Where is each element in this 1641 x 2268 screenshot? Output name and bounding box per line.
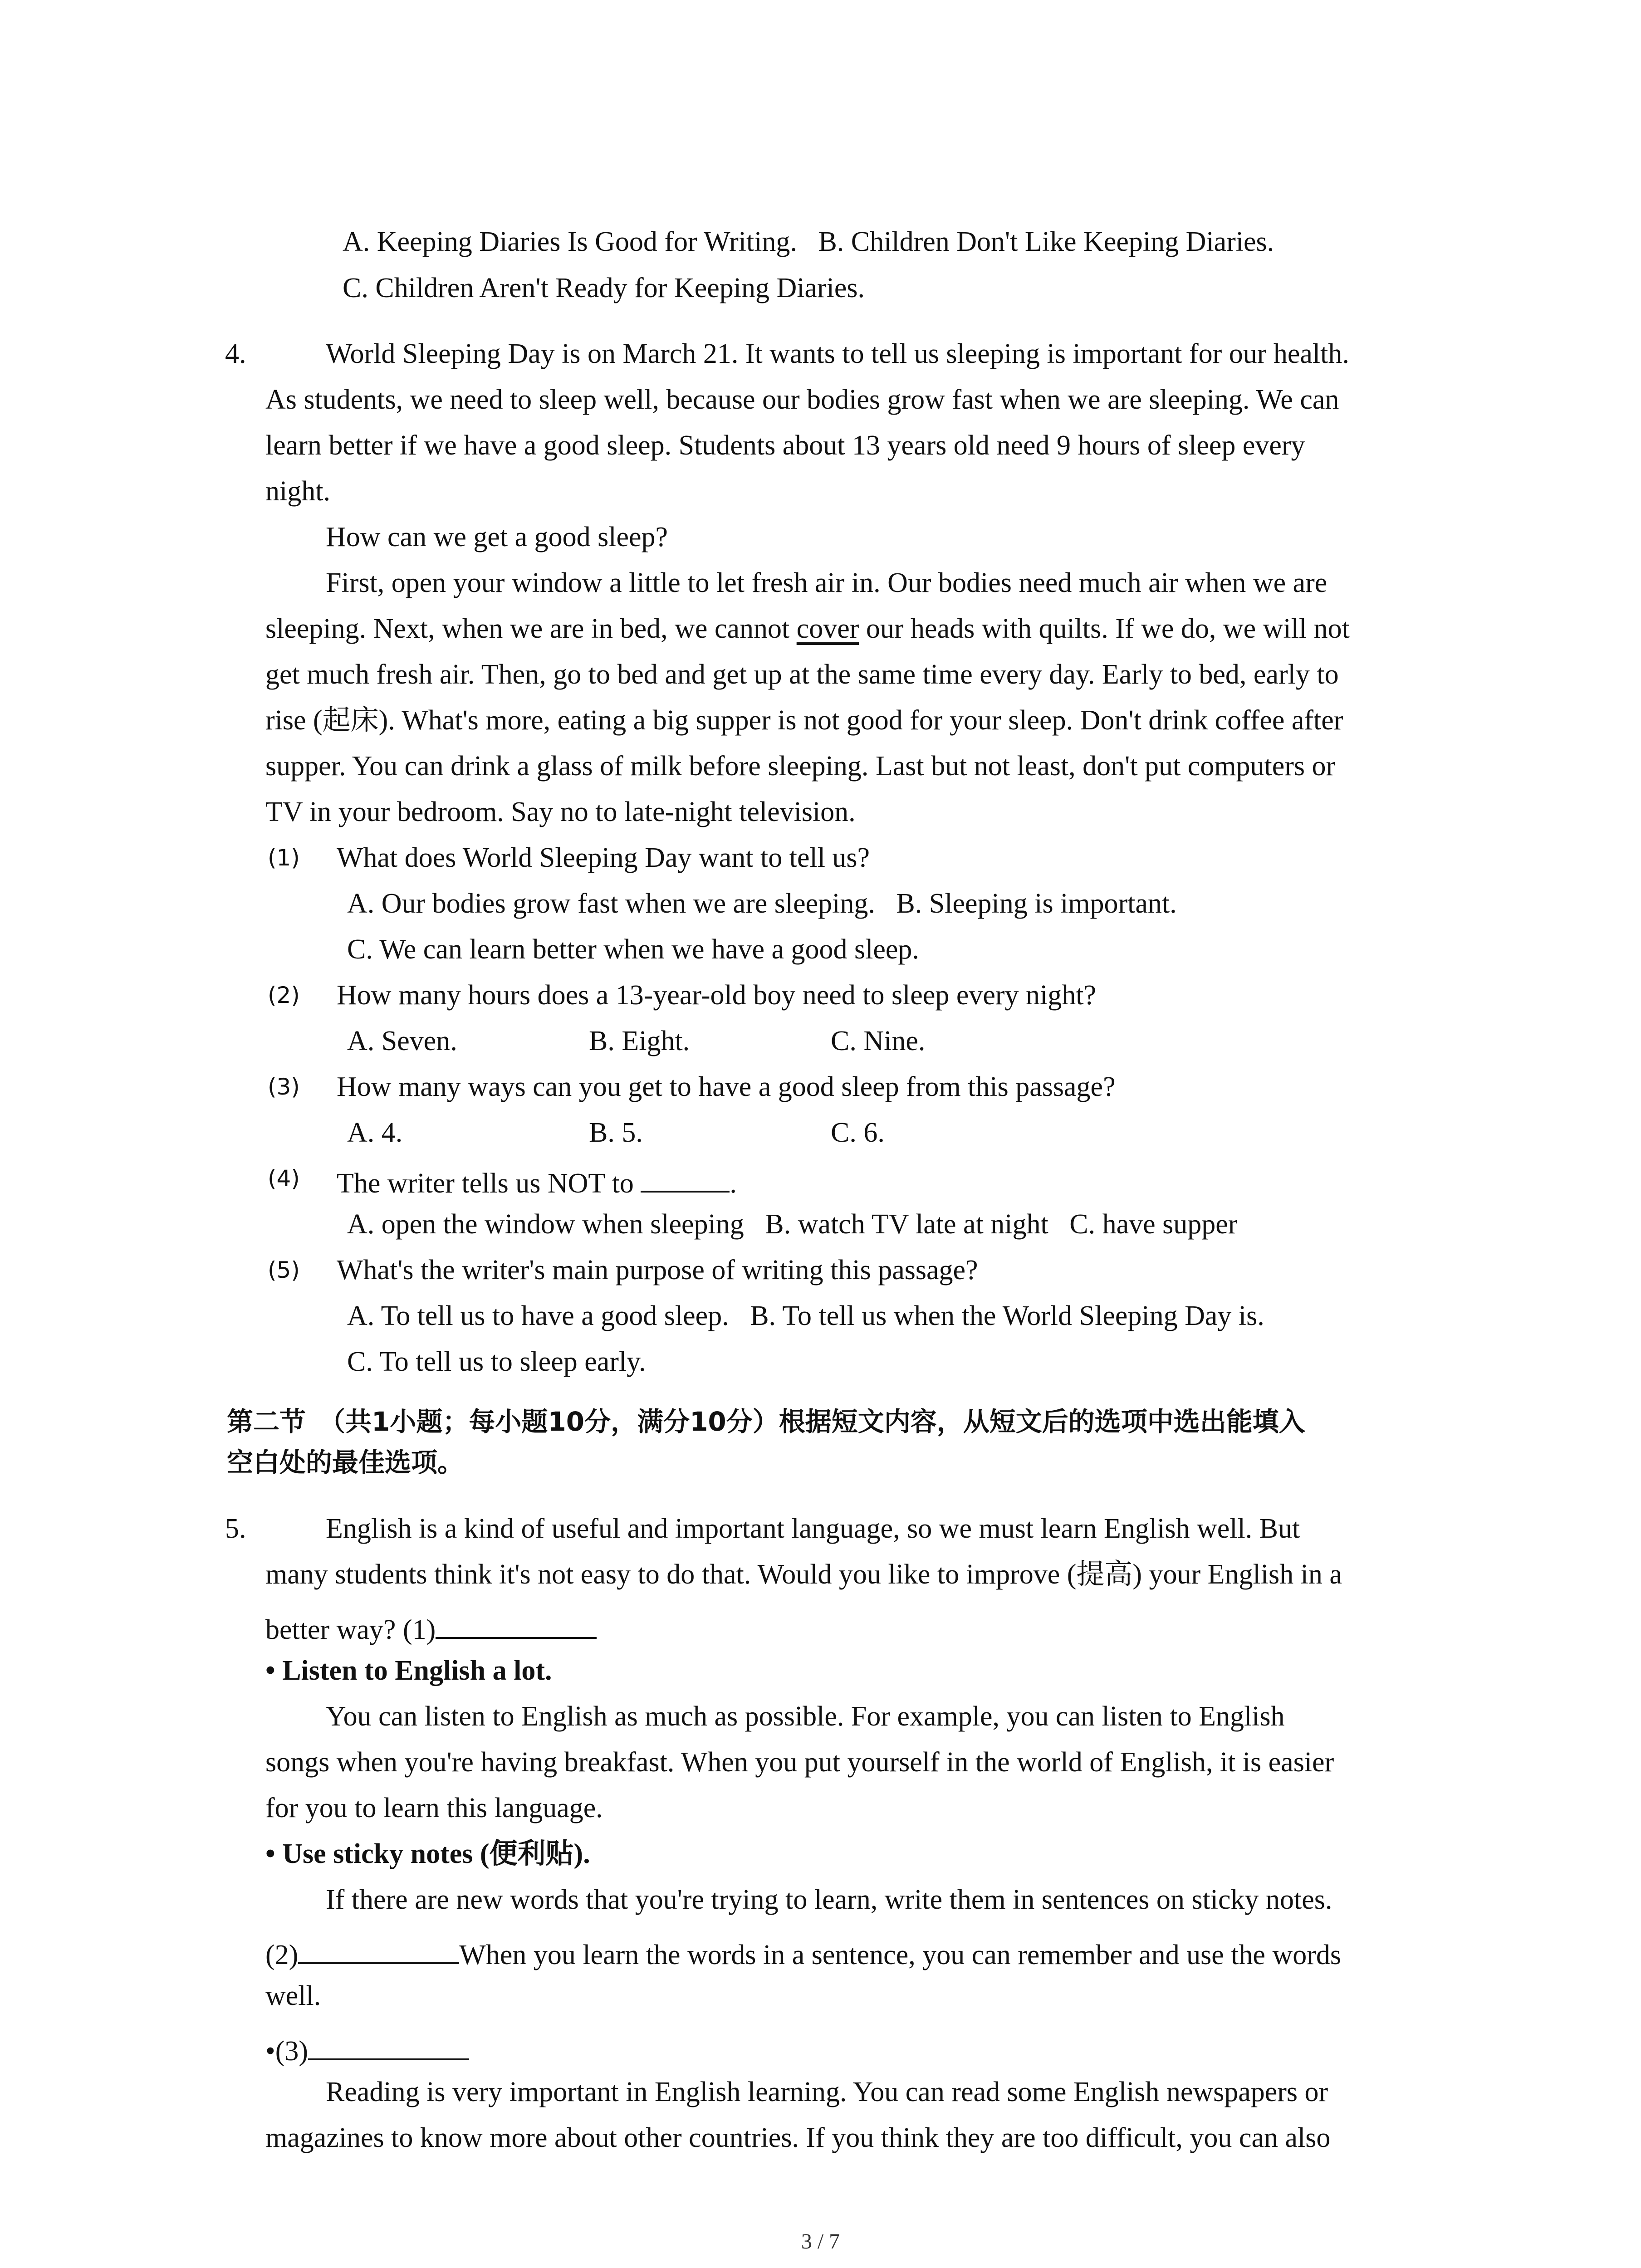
section-heading-line1: 第二节 （共1小题；每小题10分，满分10分）根据短文内容，从短文后的选项中选出能填入 — [227, 1406, 1305, 1437]
q5-heading-listen: • Listen to English a lot. — [265, 1655, 552, 1686]
q4-3-options — [347, 1117, 885, 1149]
q4-3-option-c: C. 6. — [831, 1117, 885, 1148]
q5-number: 5. — [225, 1513, 246, 1544]
answer-blank-2 — [298, 1934, 459, 1964]
q4-3-option-a: A. 4. — [347, 1117, 403, 1148]
q4-passage-line: supper. You can drink a glass of milk before sleeping. Last but not least, don't put computers or — [265, 751, 1336, 782]
q4-1-stem: What does World Sleeping Day want to tell us? — [337, 842, 870, 873]
q4-5-options-row1 — [347, 1300, 1264, 1332]
q4-1-option-c: C. We can learn better when we have a good sleep. — [347, 934, 919, 965]
q4-2-options — [347, 1025, 925, 1057]
q4-3-option-b: B. 5. — [589, 1117, 643, 1148]
q4-1-option-a: A. Our bodies grow fast when we are sleeping. — [347, 888, 875, 919]
q4-number: 4. — [225, 338, 246, 369]
q5-blank-label-3: •(3) — [265, 2036, 308, 2067]
q5-passage-text: When you learn the words in a sentence, you can remember and use the words — [459, 1940, 1342, 1970]
q5-passage-line: If there are new words that you're trying to learn, write them in sentences on sticky notes. — [326, 1884, 1332, 1915]
q4-1-number: (1) — [268, 845, 300, 871]
section-heading — [227, 1402, 1305, 1483]
q5-heading-sticky-notes: • Use sticky notes (便利贴). — [265, 1838, 590, 1869]
q4-5-stem: What's the writer's main purpose of writing this passage? — [337, 1255, 978, 1286]
q4-2-option-b: B. Eight. — [589, 1026, 690, 1056]
q4-passage-line — [265, 613, 1350, 645]
q5-passage-line: many students think it's not easy to do that. Would you like to improve (提高) your English in a — [265, 1559, 1342, 1590]
q4-3-stem: How many ways can you get to have a good sleep from this passage? — [337, 1071, 1116, 1102]
q5-passage-line: You can listen to English as much as possible. For example, you can listen to English — [326, 1701, 1285, 1732]
q4-1-option-b: B. Sleeping is important. — [896, 888, 1177, 919]
q4-5-number: (5) — [268, 1257, 300, 1283]
q5-passage-line: well. — [265, 1980, 321, 2011]
q4-passage-line: First, open your window a little to let fresh air in. Our bodies need much air when we are — [326, 567, 1327, 598]
q4-passage-line: As students, we need to sleep well, because our bodies grow fast when we are sleeping. We can — [265, 384, 1339, 415]
q3-options-row2 — [343, 272, 865, 304]
q4-5-option-b: B. To tell us when the World Sleeping Day is. — [750, 1300, 1264, 1331]
q4-4-options — [347, 1208, 1237, 1241]
q4-passage-line: How can we get a good sleep? — [326, 522, 668, 552]
section-heading-line2: 空白处的最佳选项。 — [227, 1447, 464, 1478]
q4-4-stem-end: . — [730, 1168, 737, 1199]
q3-options-row1 — [343, 226, 1274, 258]
q4-passage-line: World Sleeping Day is on March 21. It wants to tell us sleeping is important for our health. — [326, 338, 1349, 369]
q3-option-c: C. Children Aren't Ready for Keeping Diaries. — [343, 273, 865, 303]
answer-blank-1 — [436, 1609, 597, 1639]
q4-passage-text: sleeping. Next, when we are in bed, we cannot — [265, 613, 797, 644]
q4-passage-line: TV in your bedroom. Say no to late-night television. — [265, 797, 856, 827]
q5-passage-line: for you to learn this language. — [265, 1793, 603, 1823]
q4-5-option-c: C. To tell us to sleep early. — [347, 1346, 646, 1377]
q4-passage-text: our heads with quilts. If we do, we will not — [859, 613, 1350, 644]
q5-passage-line: songs when you're having breakfast. When you put yourself in the world of English, it is easier — [265, 1747, 1334, 1778]
q4-2-stem: How many hours does a 13-year-old boy need to sleep every night? — [337, 980, 1096, 1011]
q4-4-option-c: C. have supper — [1069, 1209, 1238, 1240]
q4-2-option-c: C. Nine. — [831, 1026, 926, 1056]
q4-passage-line: rise (起床). What's more, eating a big supper is not good for your sleep. Don't drink coffee after — [265, 705, 1343, 736]
q4-4-stem-text: The writer tells us NOT to — [337, 1168, 641, 1199]
page-number: 3 / 7 — [801, 2229, 840, 2253]
answer-blank-3 — [308, 2030, 469, 2060]
q4-4-stem — [337, 1163, 737, 1200]
q3-option-a: A. Keeping Diaries Is Good for Writing. — [343, 226, 797, 257]
q4-5-option-a: A. To tell us to have a good sleep. — [347, 1300, 729, 1331]
q5-passage-line — [265, 1934, 1341, 1971]
q4-3-number: (3) — [268, 1074, 300, 1100]
q4-2-option-a: A. Seven. — [347, 1026, 457, 1056]
q4-passage-line: get much fresh air. Then, go to bed and get up at the same time every day. Early to bed, early to — [265, 659, 1339, 690]
q5-passage-line: Reading is very important in English learning. You can read some English newspapers or — [326, 2077, 1328, 2107]
q4-4-option-b: B. watch TV late at night — [765, 1209, 1048, 1240]
q4-1-options-row1 — [347, 888, 1177, 920]
q5-blank-label-2: (2) — [265, 1940, 299, 1970]
q5-passage-line — [265, 2030, 469, 2068]
q5-passage-line: magazines to know more about other countries. If you think they are too difficult, you can also — [265, 2122, 1331, 2153]
q5-passage-line — [265, 1609, 597, 1646]
q5-passage-text: better way? (1) — [265, 1614, 436, 1645]
q4-4-number: (4) — [268, 1165, 300, 1192]
q4-2-number: (2) — [268, 982, 300, 1008]
q4-passage-line: learn better if we have a good sleep. Students about 13 years old need 9 hours of sleep every — [265, 430, 1305, 461]
q5-passage-line: English is a kind of useful and important language, so we must learn English well. But — [326, 1513, 1300, 1544]
q4-4-option-a: A. open the window when sleeping — [347, 1209, 744, 1240]
underlined-word: cover — [796, 613, 859, 644]
answer-blank — [641, 1163, 730, 1193]
q4-passage-line: night. — [265, 476, 330, 507]
q3-option-b: B. Children Don't Like Keeping Diaries. — [818, 226, 1274, 257]
